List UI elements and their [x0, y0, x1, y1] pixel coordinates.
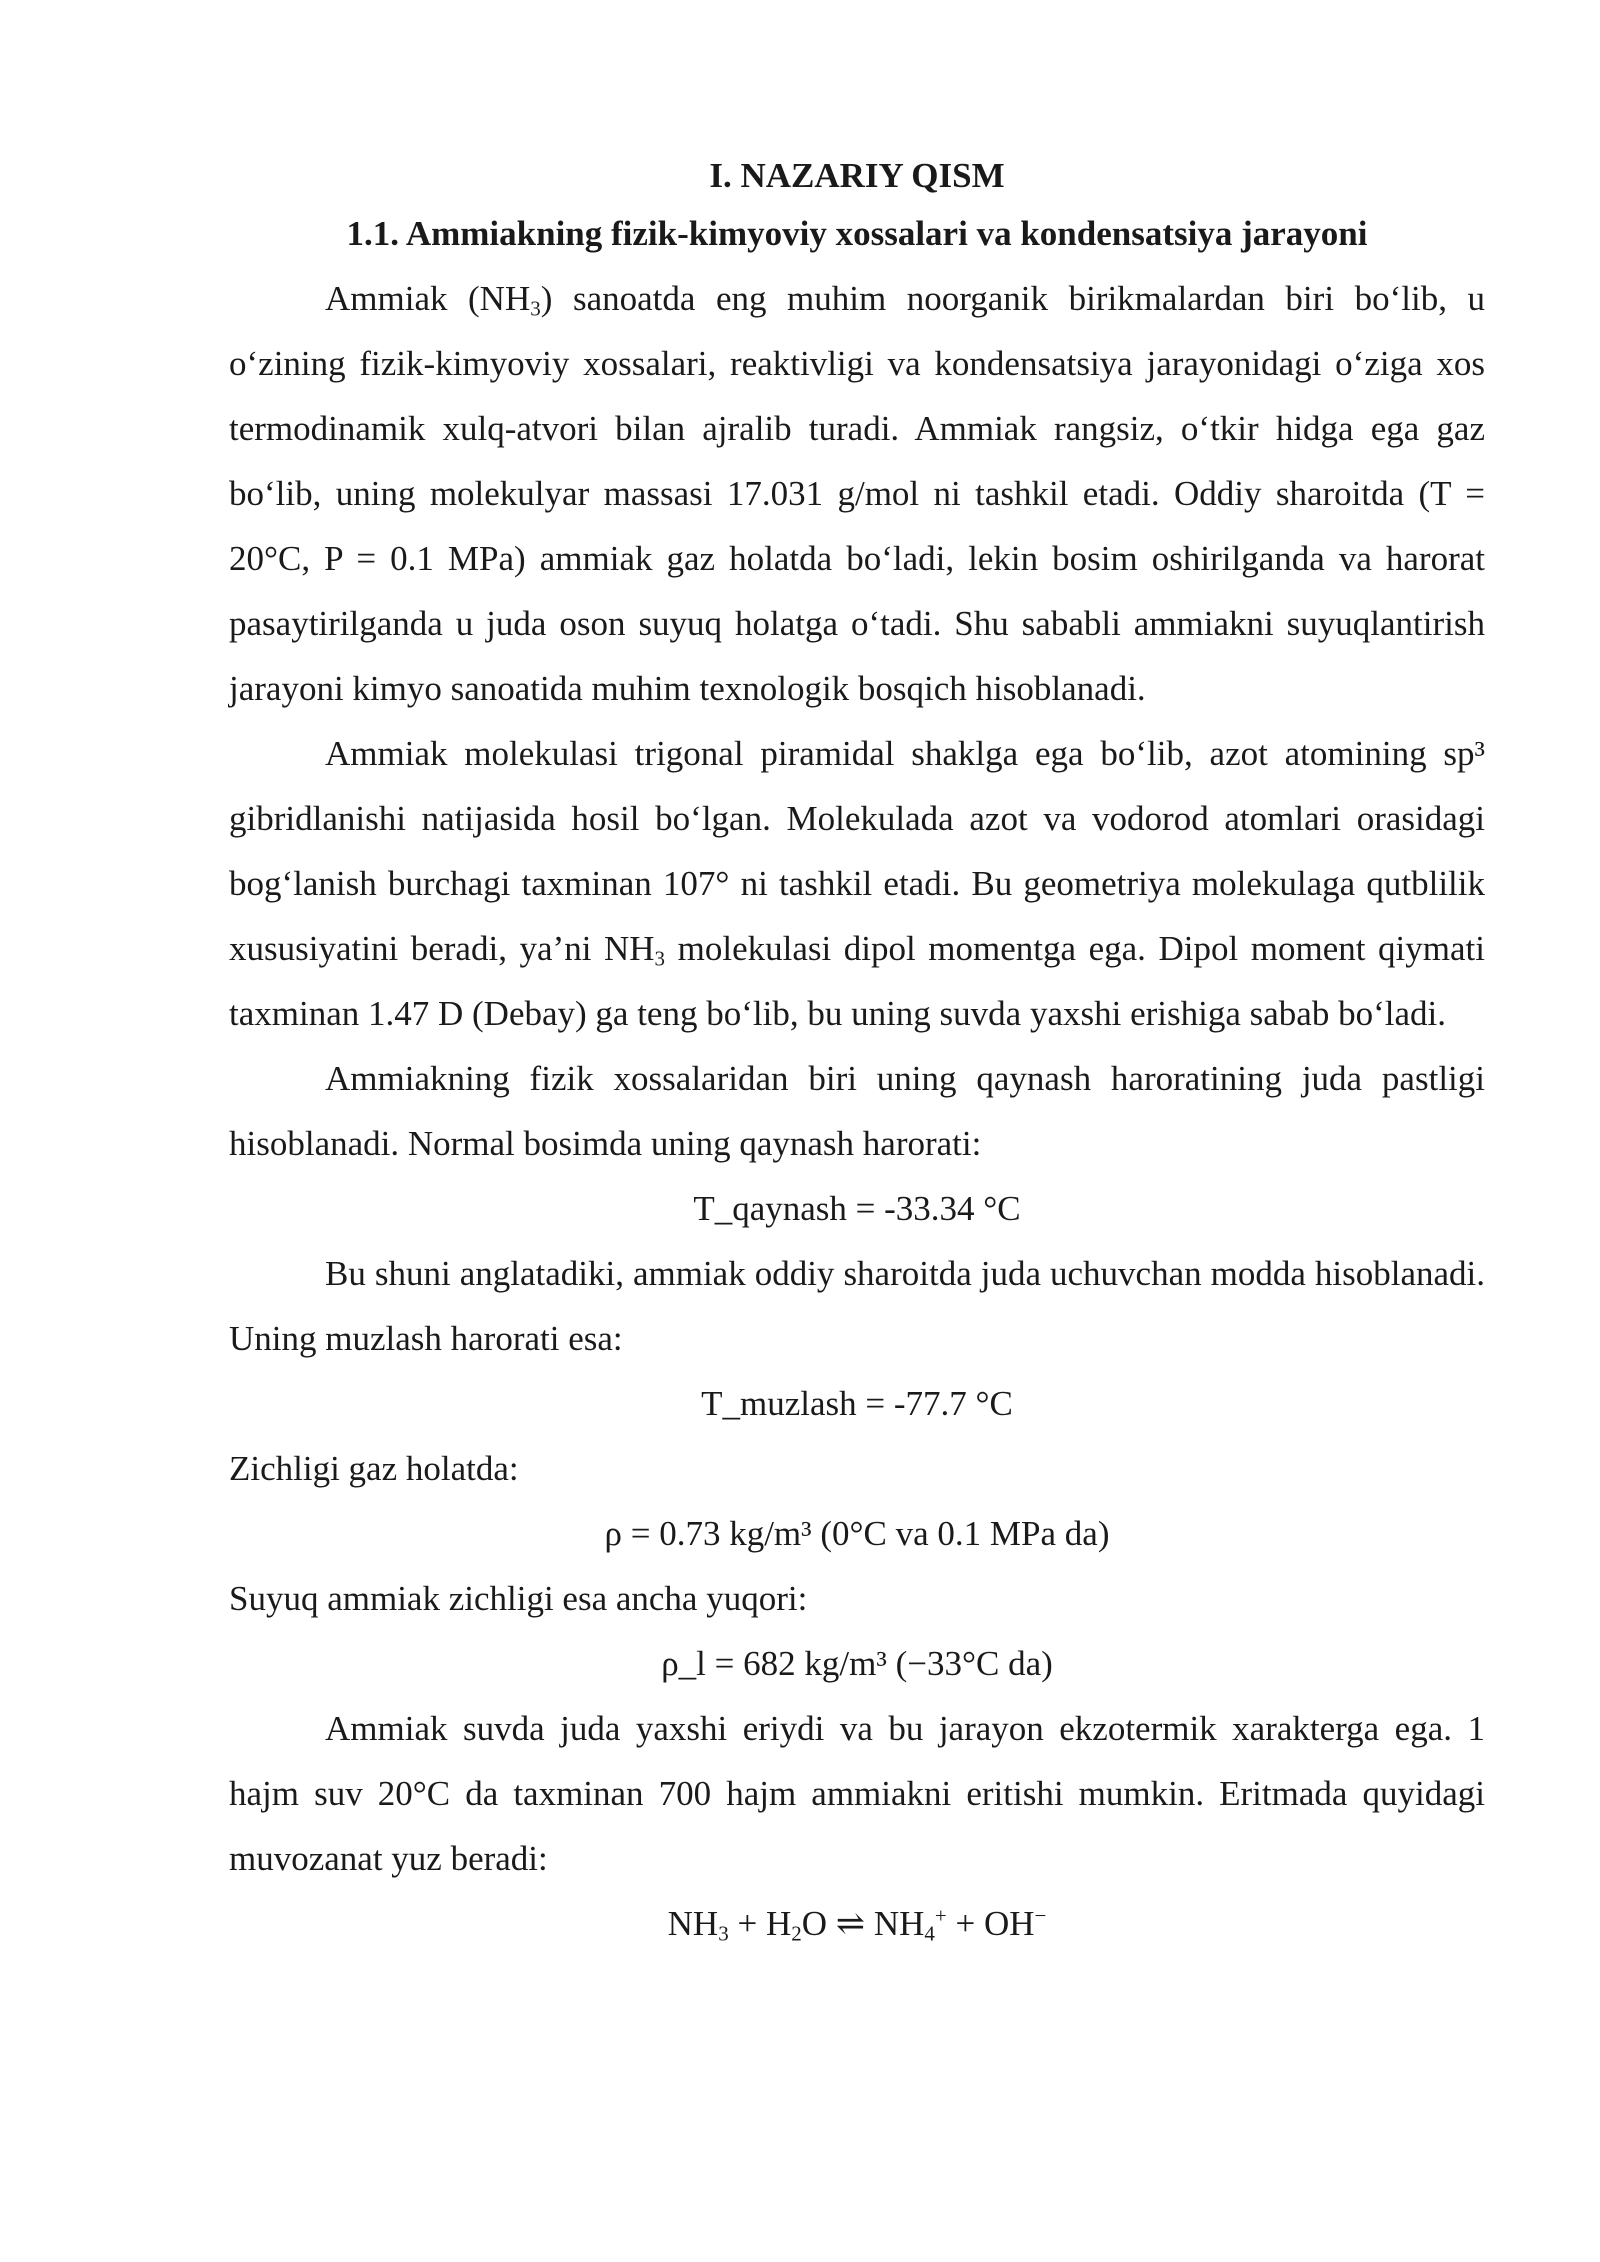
equation-melting-point: T_muzlash = -77.7 °C [701, 1384, 1013, 1423]
paragraph-gas-density: Zichligi gaz holatda: [229, 1449, 519, 1488]
paragraph-solubility: Ammiak suvda juda yaxshi eriydi va bu jarayon ekzotermik xarakterga ega. 1 hajm suv 20°C da taxminan 700 hajm ammiakni eritishi mumkin. Eritmada quyidagi muvozanat yuz beradi: [229, 1709, 1485, 1878]
text-run: molekulasi dipol momentga ega. Dipol moment qiymati taxminan 1.47 D (Debay) ga teng bo‘lib, bu uning suvda yaxshi erishiga sabab bo‘ladi. [229, 929, 1485, 1033]
text-run: Ammiak (NH [325, 279, 531, 318]
equation-liquid-density: ρ_l = 682 kg/m³ (−33°C da) [661, 1644, 1053, 1683]
paragraph-volatility: Bu shuni anglatadiki, ammiak oddiy sharoitda juda uchuvchan modda hisoblanadi. Uning muzlash harorati esa: [229, 1254, 1485, 1358]
equation-gas-density: ρ = 0.73 kg/m³ (0°C va 0.1 MPa da) [604, 1514, 1110, 1553]
subscript: 3 [530, 296, 541, 321]
subscript: 3 [718, 1921, 729, 1946]
superscript: − [1034, 1903, 1047, 1928]
subscript: 2 [791, 1921, 802, 1946]
subsection-title: 1.1. Ammiakning fizik-kimyoviy xossalari va kondensatsiya jarayoni [346, 214, 1368, 253]
paragraph-boiling: Ammiakning fizik xossalaridan biri uning qaynash haroratining juda pastligi hisoblanadi. Normal bosimda uning qaynash harorati: [229, 1059, 1485, 1163]
paragraph-liquid-density: Suyuq ammiak zichligi esa ancha yuqori: [229, 1579, 808, 1618]
equation-equilibrium [229, 1891, 1485, 1956]
equation-boiling-point: T_qaynash = -33.34 °C [693, 1189, 1021, 1228]
text-run: NH [667, 1904, 719, 1943]
section-title: I. NAZARIY QISM [709, 156, 1005, 195]
text-run: O ⇌ NH [801, 1904, 925, 1943]
document-body [229, 150, 1485, 1956]
text-run: Ammiak molekulasi trigonal piramidal shaklga ega bo‘lib, azot atomining sp³ gibridlanishi natijasida hosil bo‘lgan. Molekulada azot va vodorod atomlari orasidagi bog‘lanish burchagi taxminan 107° ni tashkil etadi. Bu geometriya molekulaga qutblilik xususiyatini beradi, ya’ni NH [229, 734, 1485, 968]
text-run: + OH [946, 1904, 1035, 1943]
paragraph-intro [229, 266, 1485, 721]
subscript: 4 [924, 1921, 935, 1946]
subscript: 3 [654, 946, 666, 971]
text-run: + H [728, 1904, 792, 1943]
text-run: ) sanoatda eng muhim noorganik birikmalardan biri bo‘lib, u o‘zining fizik-kimyoviy xossalari, reaktivligi va kondensatsiya jarayonidagi o‘ziga xos termodinamik xulq-atvori bilan ajralib turadi. Ammiak rangsiz, o‘tkir hidga ega gaz bo‘lib, uning molekulyar massasi 17.031 g/mol ni tashkil etadi. Oddiy sharoitda (T = 20°C, P = 0.1 MPa) ammiak gaz holatda bo‘ladi, lekin bosim oshirilganda va harorat pasaytirilganda u juda oson suyuq holatga o‘tadi. Shu sababli ammiakni suyuqlantirish jarayoni kimyo sanoatida muhim texnologik bosqich hisoblanadi. [229, 279, 1485, 708]
paragraph-molecule [229, 721, 1485, 1046]
superscript: + [934, 1903, 947, 1928]
